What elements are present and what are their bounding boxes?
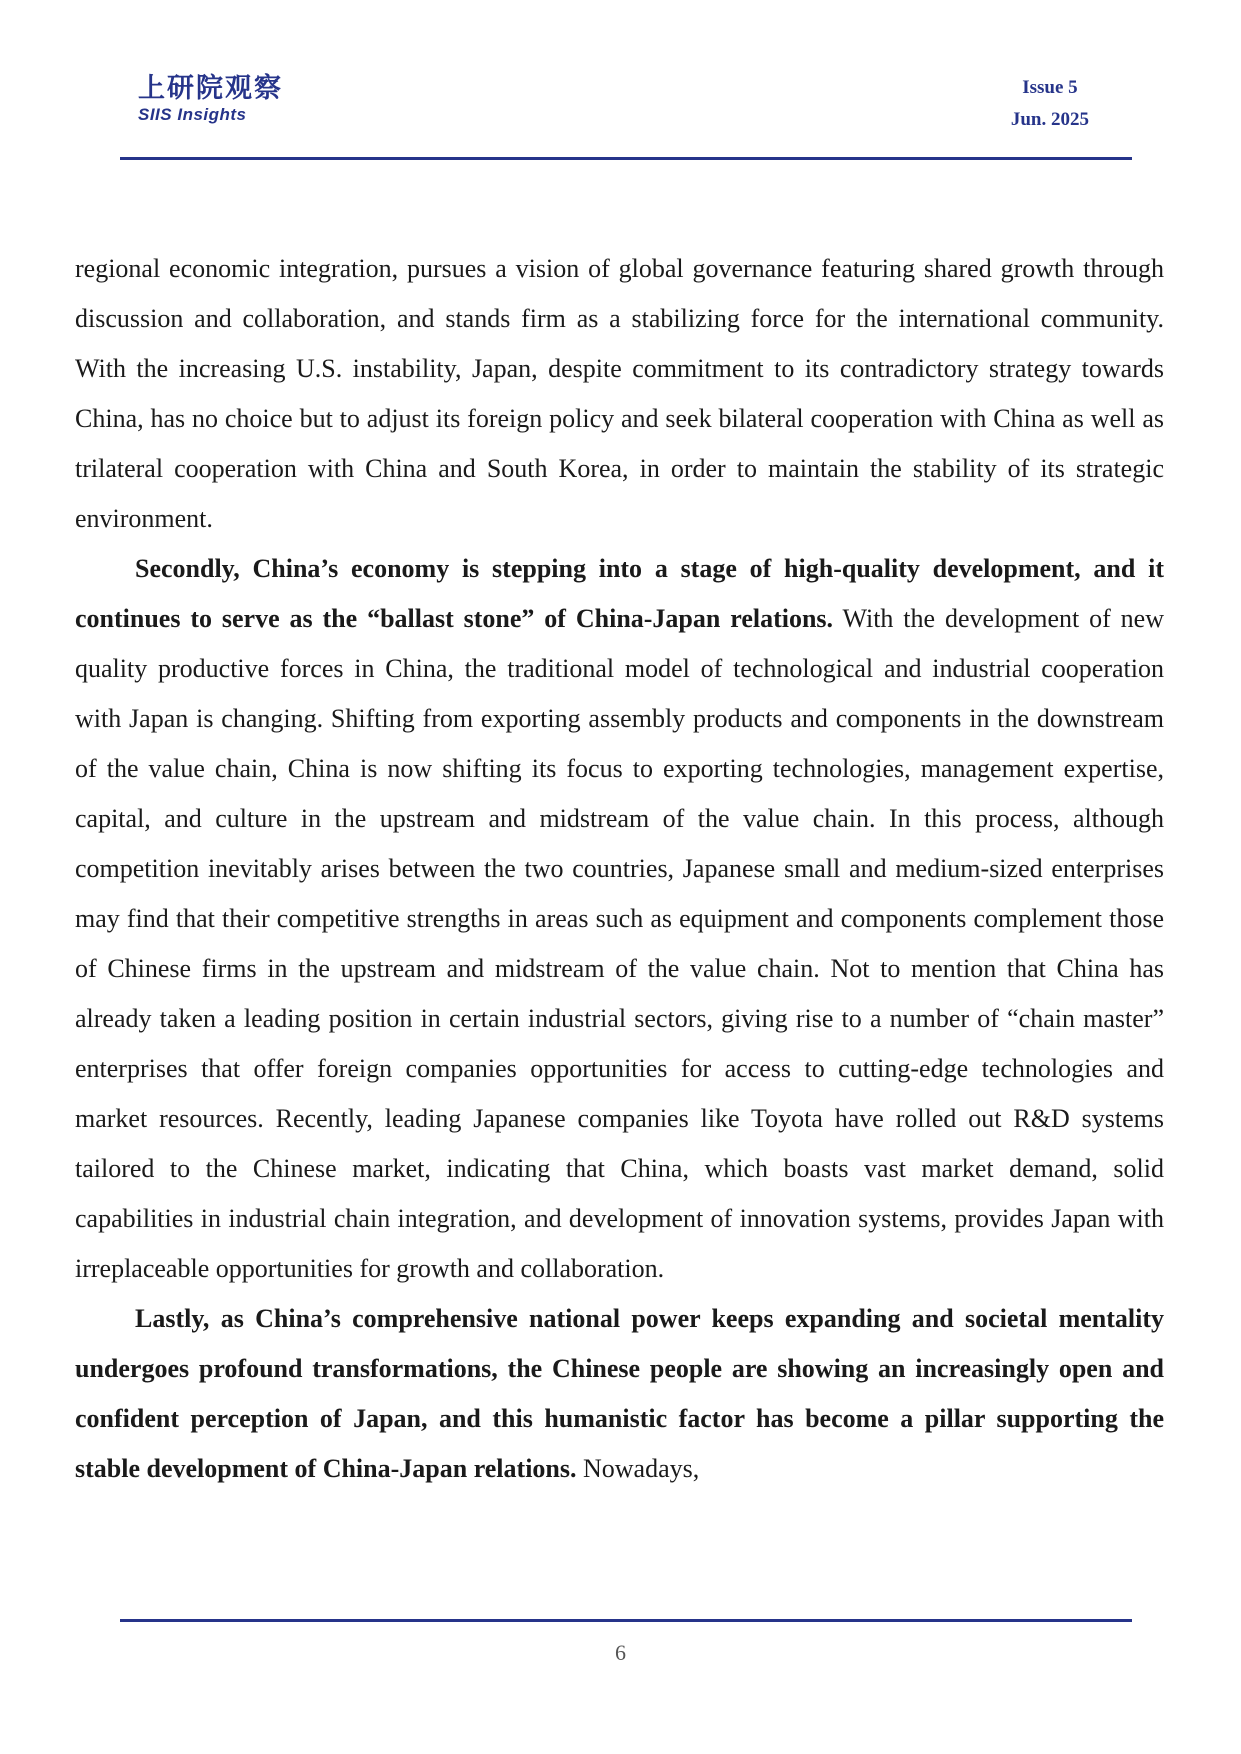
- article-body: [75, 244, 1164, 1494]
- issue-info: [1011, 72, 1089, 136]
- issue-date: Jun. 2025: [1010, 109, 1089, 130]
- paragraph-3: [75, 1294, 1164, 1494]
- paragraph-2-lead: Secondly, China’s economy is stepping into a stage of high-quality development, and it continues to serve as the “ballast stone” of China-Japan relations.: [75, 554, 1164, 633]
- paragraph-3-lead: Lastly, as China’s comprehensive national power keeps expanding and societal mentality undergoes profound transformations, the Chinese people are showing an increasingly open and confident perception of Japan, and this humanistic factor has become a pillar supporting the stable development of China-Japan relations.: [75, 1304, 1164, 1483]
- paragraph-2: [75, 544, 1164, 1294]
- logo-english-title: SIIS Insights: [138, 105, 247, 124]
- page-number: 6: [615, 1640, 626, 1665]
- logo-chinese-title: 上研院观察: [138, 73, 283, 104]
- paragraph-3-text: Nowadays,: [576, 1454, 700, 1483]
- publication-logo: [138, 74, 283, 126]
- header-divider: [120, 157, 1132, 160]
- paragraph-2-text: With the development of new quality productive forces in China, the traditional model of technological and industrial cooperation with Japan is changing. Shifting from exporting assembly products and components in the downstream of the value chain, China is now shifting its focus to exporting technologies, management expertise, capital, and culture in the upstream and midstream of the value chain. In this process, although competition inevitably arises between the two countries, Japanese small and medium-sized enterprises may find that their competitive strengths in areas such as equipment and components complement those of Chinese firms in the upstream and midstream of the value chain. Not to mention that China has already taken a leading position in certain industrial sectors, giving rise to a number of “chain master” enterprises that offer foreign companies opportunities for access to cutting-edge technologies and market resources. Recently, leading Japanese companies like Toyota have rolled out R&D systems tailored to the Chinese market, indicating that China, which boasts vast market demand, solid capabilities in industrial chain integration, and development of innovation systems, provides Japan with irreplaceable opportunities for growth and collaboration.: [75, 604, 1164, 1283]
- footer-divider: [120, 1619, 1132, 1622]
- issue-number: Issue 5: [1022, 77, 1078, 98]
- paragraph-1: regional economic integration, pursues a vision of global governance featuring shared growth through discussion and collaboration, and stands firm as a stabilizing force for the international community. With the increasing U.S. instability, Japan, despite commitment to its contradictory strategy towards China, has no choice but to adjust its foreign policy and seek bilateral cooperation with China as well as trilateral cooperation with China and South Korea, in order to maintain the stability of its strategic environment.: [75, 254, 1164, 533]
